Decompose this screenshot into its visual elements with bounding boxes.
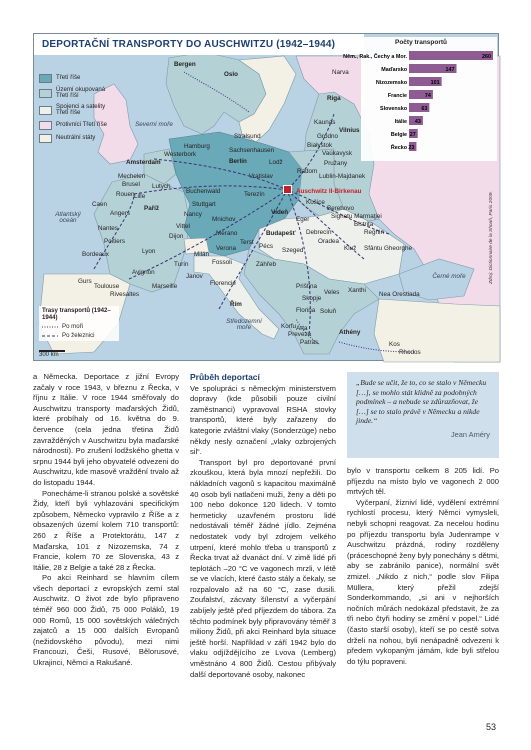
city-label-stralsund: Stralsund (234, 133, 261, 140)
auschwitz-marker (283, 185, 292, 194)
city-label-mechelen: Mechelen (118, 173, 146, 180)
city-label-mnichov: Mnichov (212, 216, 236, 223)
routes-legend-title: Trasy transportů (1942–1944) (42, 307, 111, 321)
chart-category-label: Něm., Rak., Čechy a Mor. (343, 54, 407, 60)
city-label-terst: Terst (240, 239, 254, 246)
city-label-stuttgart: Stuttgart (192, 201, 216, 208)
city-label-berehovo: Berehovo (327, 205, 354, 212)
city-label-cean: Caen (92, 201, 108, 208)
city-label-pariz: Paříž (144, 205, 160, 212)
city-label-rhodos: Rhodos (399, 349, 421, 356)
routes-legend (39, 306, 119, 341)
city-label-poitiers: Poitiers (104, 238, 125, 245)
legend-label: Spojenci a satelity Třetí říše (56, 102, 106, 117)
paragraph: Po akci Reinhard se hlavním cílem všech deportací z evropských zemí stal Auschwitz. O život zde bylo připraveno téměř 960 000 Židů, 75 000 Poláků, 19 000 Romů, 15 000 sovětských válečných zajatců a 15 000 dalších Evropanů (nežidovského původu), mezi nimi Francouzi, Češi, Rusové, Bělorusové, Ukrajinci, Němci a Rakušané. (33, 573, 179, 668)
routes-legend-sea (42, 323, 116, 330)
turkey-land (374, 299, 500, 362)
map-credit: Zdroj: Dictionnaire de la Shoah, Paris 2009. (489, 191, 494, 284)
city-label-arta: Arta (296, 325, 308, 332)
city-label-merano: Merano (216, 230, 238, 237)
auschwitz-label: Auschwitz II-Birkenau (296, 188, 362, 195)
sea-label-med: Středozemní moře (226, 318, 262, 332)
text-column-3 (347, 466, 499, 667)
legend-item (39, 134, 111, 143)
city-label-debrecin: Debrecín (306, 229, 332, 236)
sea-label-north: Severní moře (135, 121, 173, 128)
city-label-nantes: Nantes (98, 225, 118, 232)
city-label-lyon: Lyon (142, 248, 156, 255)
city-label-nancy: Nancy (184, 211, 202, 218)
city-label-patras: Patras (300, 339, 319, 346)
city-label-szeged: Szeged (282, 247, 304, 254)
chart-category-label: Itálie (394, 119, 407, 125)
paragraph: bylo v transportu celkem 8 205 lidí. Po příjezdu na místo bylo ve vagonech 2 000 mrtvých těl. (347, 466, 499, 497)
city-label-rivesaltes: Rivesaltes (110, 291, 140, 298)
chart-value-label: 43 (414, 119, 421, 125)
city-label-pruzany: Pružany (324, 160, 348, 167)
section-heading: Průběh deportací (190, 372, 260, 382)
chart-category-label: Nizozemsko (375, 80, 407, 86)
city-label-kluz: Kluž (344, 245, 357, 252)
map-scale-label: 300 km (39, 352, 59, 358)
paragraph: Ponecháme-li stranou polské a sovětské Židy, kteří byli vyhlazováni specifickým způsobem, Německo vypravilo z Říše a z obsazených území kolem 710 transportů: 260 z Říše a Protektorátu, 147 z Maďarska, 101 z Nizozemska, 74 z Francie, kolem 70 ze Slovenska, 43 z Itálie, 28 z Belgie a také 28 z Řecka. (33, 488, 179, 572)
legend-item (39, 87, 111, 100)
city-label-brusel: Brusel (122, 181, 140, 188)
sea-label-atlantic: Atlantský oceán (55, 211, 81, 225)
city-label-janov: Janov (186, 273, 203, 280)
city-label-buchenwald: Buchenwald (186, 188, 221, 195)
city-label-marseille: Marseille (152, 283, 178, 290)
quote-text: „Bude se učit, že to, co se stalo v Německu […], se mohlo stát klidně za podobných podmínek – a nebude se zdůrazňovat, že […] se to stalo právě v Německu a nikde jinde.“ (356, 378, 487, 426)
city-label-oradea: Oradea (318, 238, 340, 245)
legend-swatch (39, 121, 52, 130)
city-label-lodz: Lodž (269, 159, 283, 166)
city-label-toulouse: Toulouse (94, 283, 120, 290)
city-label-avignon: Avignon (132, 269, 155, 276)
chart-category-label: Belgie (390, 132, 407, 138)
city-label-volkovysk: Vaúkavysk (322, 150, 352, 157)
city-label-rouen: Rouen (116, 191, 135, 198)
chart-title: Počty transportů (395, 39, 448, 46)
city-label-skopje: Skopje (302, 295, 322, 302)
map-title: DEPORTAČNÍ TRANSPORTY DO AUSCHWITZU (1942–1944) (34, 34, 364, 55)
routes-legend-rail-label: Po železnici (62, 332, 95, 340)
page-number: 53 (486, 722, 497, 732)
city-label-fossoli: Fossoli (212, 259, 232, 266)
city-label-milan: Milán (194, 251, 210, 258)
legend-label: Neutrální státy (56, 133, 96, 141)
city-label-korfu: Korfu (281, 323, 297, 330)
city-label-bialystok: Białystok (307, 142, 333, 149)
city-label-bergen: Bergen (174, 61, 196, 68)
legend-swatch (39, 106, 52, 115)
city-label-lille: Lille (134, 193, 146, 200)
city-label-vratislav: Vratislav (249, 173, 273, 180)
legend-swatch (39, 74, 52, 83)
city-label-kos: Kos (389, 341, 400, 348)
city-label-terezin: Terezín (244, 191, 265, 198)
city-label-bistrita: Bistriţa (354, 221, 374, 228)
city-label-florina: Florina (296, 307, 316, 314)
legend-swatch (39, 89, 52, 98)
chart-value-label: 147 (445, 67, 455, 73)
city-label-riga: Riga (327, 95, 341, 102)
rail-route-icon (42, 334, 58, 338)
routes-legend-rail (42, 332, 116, 339)
legend-swatch (39, 134, 52, 143)
city-label-eger: Eger (296, 216, 310, 223)
chart-value-label: 260 (482, 54, 491, 60)
city-label-angers: Angers (110, 210, 130, 217)
city-label-kosice: Košice (306, 199, 325, 206)
sea-route-icon (42, 325, 58, 329)
city-label-sachsenhausen: Sachsenhausen (229, 147, 275, 154)
city-label-sighet: Sighetu Marmaţiei (331, 213, 382, 220)
city-label-florencie: Florencie (210, 280, 236, 287)
city-label-rim: Řím (230, 301, 242, 308)
chart-value-label: 74 (424, 93, 431, 99)
text-column-2 (190, 372, 336, 680)
city-label-reghin: Reghin (364, 229, 384, 236)
map-legend (39, 74, 111, 147)
city-label-grodno: Grodno (317, 133, 339, 140)
sea-label-black: Černé moře (432, 273, 466, 280)
city-label-vilnius: Vilnius (339, 127, 360, 134)
city-label-pristina: Priština (296, 283, 317, 290)
city-label-bordeaux: Bordeaux (82, 251, 109, 258)
city-label-vittel: Vittel (176, 223, 190, 230)
legend-label: Protivníci Třetí říše (56, 120, 108, 128)
chart-category-label: Francie (387, 93, 407, 99)
routes-legend-sea-label: Po moři (62, 323, 83, 331)
quote-author: Jean Améry (450, 429, 490, 439)
legend-label: Území okupovaná Třetí říší (56, 86, 106, 100)
city-label-narva: Narva (332, 69, 349, 76)
chart-value-label: 101 (430, 80, 440, 86)
city-label-vieden: Vídeň (271, 209, 289, 216)
city-label-nea: Nea Orestiada (379, 291, 420, 298)
legend-item (39, 121, 111, 130)
map-scale (39, 349, 65, 358)
city-label-berlin: Berlín (229, 158, 247, 165)
city-label-xanthi: Xanthi (348, 287, 366, 294)
chart-value-label: 27 (409, 132, 416, 138)
chart-category-label: Maďarsko (381, 67, 407, 73)
deportation-map (33, 33, 499, 361)
chart-value-label: 23 (408, 145, 415, 151)
city-label-zahreb: Záhřeb (256, 261, 276, 268)
chart-bar (409, 51, 493, 60)
city-label-hamburg: Hamburg (184, 143, 210, 150)
legend-item (39, 74, 111, 83)
chart-category-label: Slovensko (380, 106, 407, 112)
city-label-westerbork: Westerbork (164, 151, 197, 158)
city-label-turin: Turín (174, 261, 189, 268)
city-label-pecs: Pécs (259, 243, 273, 250)
city-label-radom: Radom (297, 168, 318, 175)
city-label-veles: Veles (324, 289, 340, 296)
city-label-budapest: Budapešť (266, 230, 296, 237)
paragraph: a Německa. Deportace z jižní Evropy začaly v roce 1943, v březnu z Řecka, v říjnu z Itálie. V roce 1944 směřovaly do Auschwitzu transporty maďarských Židů, které probíhaly od 16. května do 9. července (cela jedna třetina Židů zavražděných v Auschwitzu byla maďarské národnosti). Po zrušení lodžského ghetta v srpnu 1944 byli jeho obyvatelé odvezeni do Auschwitzu, kde masově vraždění trvalo až do listopadu 1944. (33, 372, 179, 487)
city-label-lublin: Lublin-Majdanek (319, 173, 366, 180)
city-label-amsterdam: Amsterdam (126, 159, 161, 166)
city-label-sfantu: Sfântu Gheorghe (364, 245, 412, 252)
city-label-soluni: Soluň (320, 308, 337, 315)
legend-item (39, 104, 111, 117)
city-label-dijon: Dijon (169, 233, 184, 240)
city-label-atheny: Athény (339, 329, 361, 336)
chart-value-label: 63 (421, 106, 428, 112)
city-label-kaunas: Kaunas (314, 119, 336, 126)
paragraph: Ve spolupráci s německým ministerstvem dopravy (kde působili pouze civilní zaměstnanci) vypravoval RSHA stovky transportů, které byly zařazeny do kategorie zvláštní vlaky (Sonderzüge) nebo někdy nesly označení „vlaky ozbrojených sil“. (190, 383, 336, 457)
quote-box (347, 372, 499, 458)
paragraph: Transport byl pro deportované první zkouškou, která byla mnozí nepřežili. Do nákladních vagonů s kapacitou maximálně 40 osob byli natlačeni muži, ženy a děti po 100 nebo dokonce 120 lidech. V tomto hermeticky uzavřeném prostoru lidé nedostávali téměř žádné jídlo. Zejména nedostatek vody byl zdrojem velkého utrpení, které mohlo třeba u transportů z Řecka trvat až dvanáct dní. V zimě lidé při teplotách –20 °C ve vagonech mrzli, v létě se ve vlacích, které často stály a čekaly, se rozpalovalo až na 60 °C, zase dusili. Zoufalství, zácvaty šílenství a vyčerpání zabíjely ještě před příjezdem do tábora. Za těchto podmínek byly připravovány téměř 3 miliony Židů, při akci Reinhard byla situace ještě horší. Například v září 1942 bylo do vlaku odjíždějícího ze Lvova (Lemberg) vměstnáno 4 800 Židů. Cestou přibývaly další deportované osoby, nakonec (190, 457, 336, 679)
city-label-lutych: Lutych (152, 183, 171, 190)
city-label-verona: Verona (216, 245, 236, 252)
text-column-2-body (190, 384, 336, 681)
city-label-preveza: Preveza (288, 331, 312, 338)
text-column-1 (33, 372, 179, 669)
city-label-gurs: Gurs (78, 278, 92, 285)
city-label-oslo: Oslo (224, 71, 238, 78)
legend-label: Třetí říše (56, 74, 81, 82)
chart-category-label: Řecko (390, 145, 407, 151)
paragraph: Vyčerpaní, žízniví lidé, vydělení extrémní rychlostí procesu, který Němci vymysleli, nebyli schopni reagovat. Za necelou hodinu po příjezdu transportu byla Judenrampe v Auschwitzu prázdná, rodiny rozděleny (práceschopné ženy byly ponechány s dětmi, aby se zabránilo panice), normální svět zmizel. „Nikdo z nich,“ podle slov Filipa Müllera, který přežil zdejší Sonderkommando, „si ani v nejhorších nočních můrách nedokázal představit, že za tři nebo čtyři hodiny se změní v popel.“ Lidé (často starší osoby), kteří se po cestě sotva drželi na nohou, byli nenápadně odvezeni k předem vykopaným jámám, kde byli střelou do týlu popraveni. (347, 497, 499, 666)
